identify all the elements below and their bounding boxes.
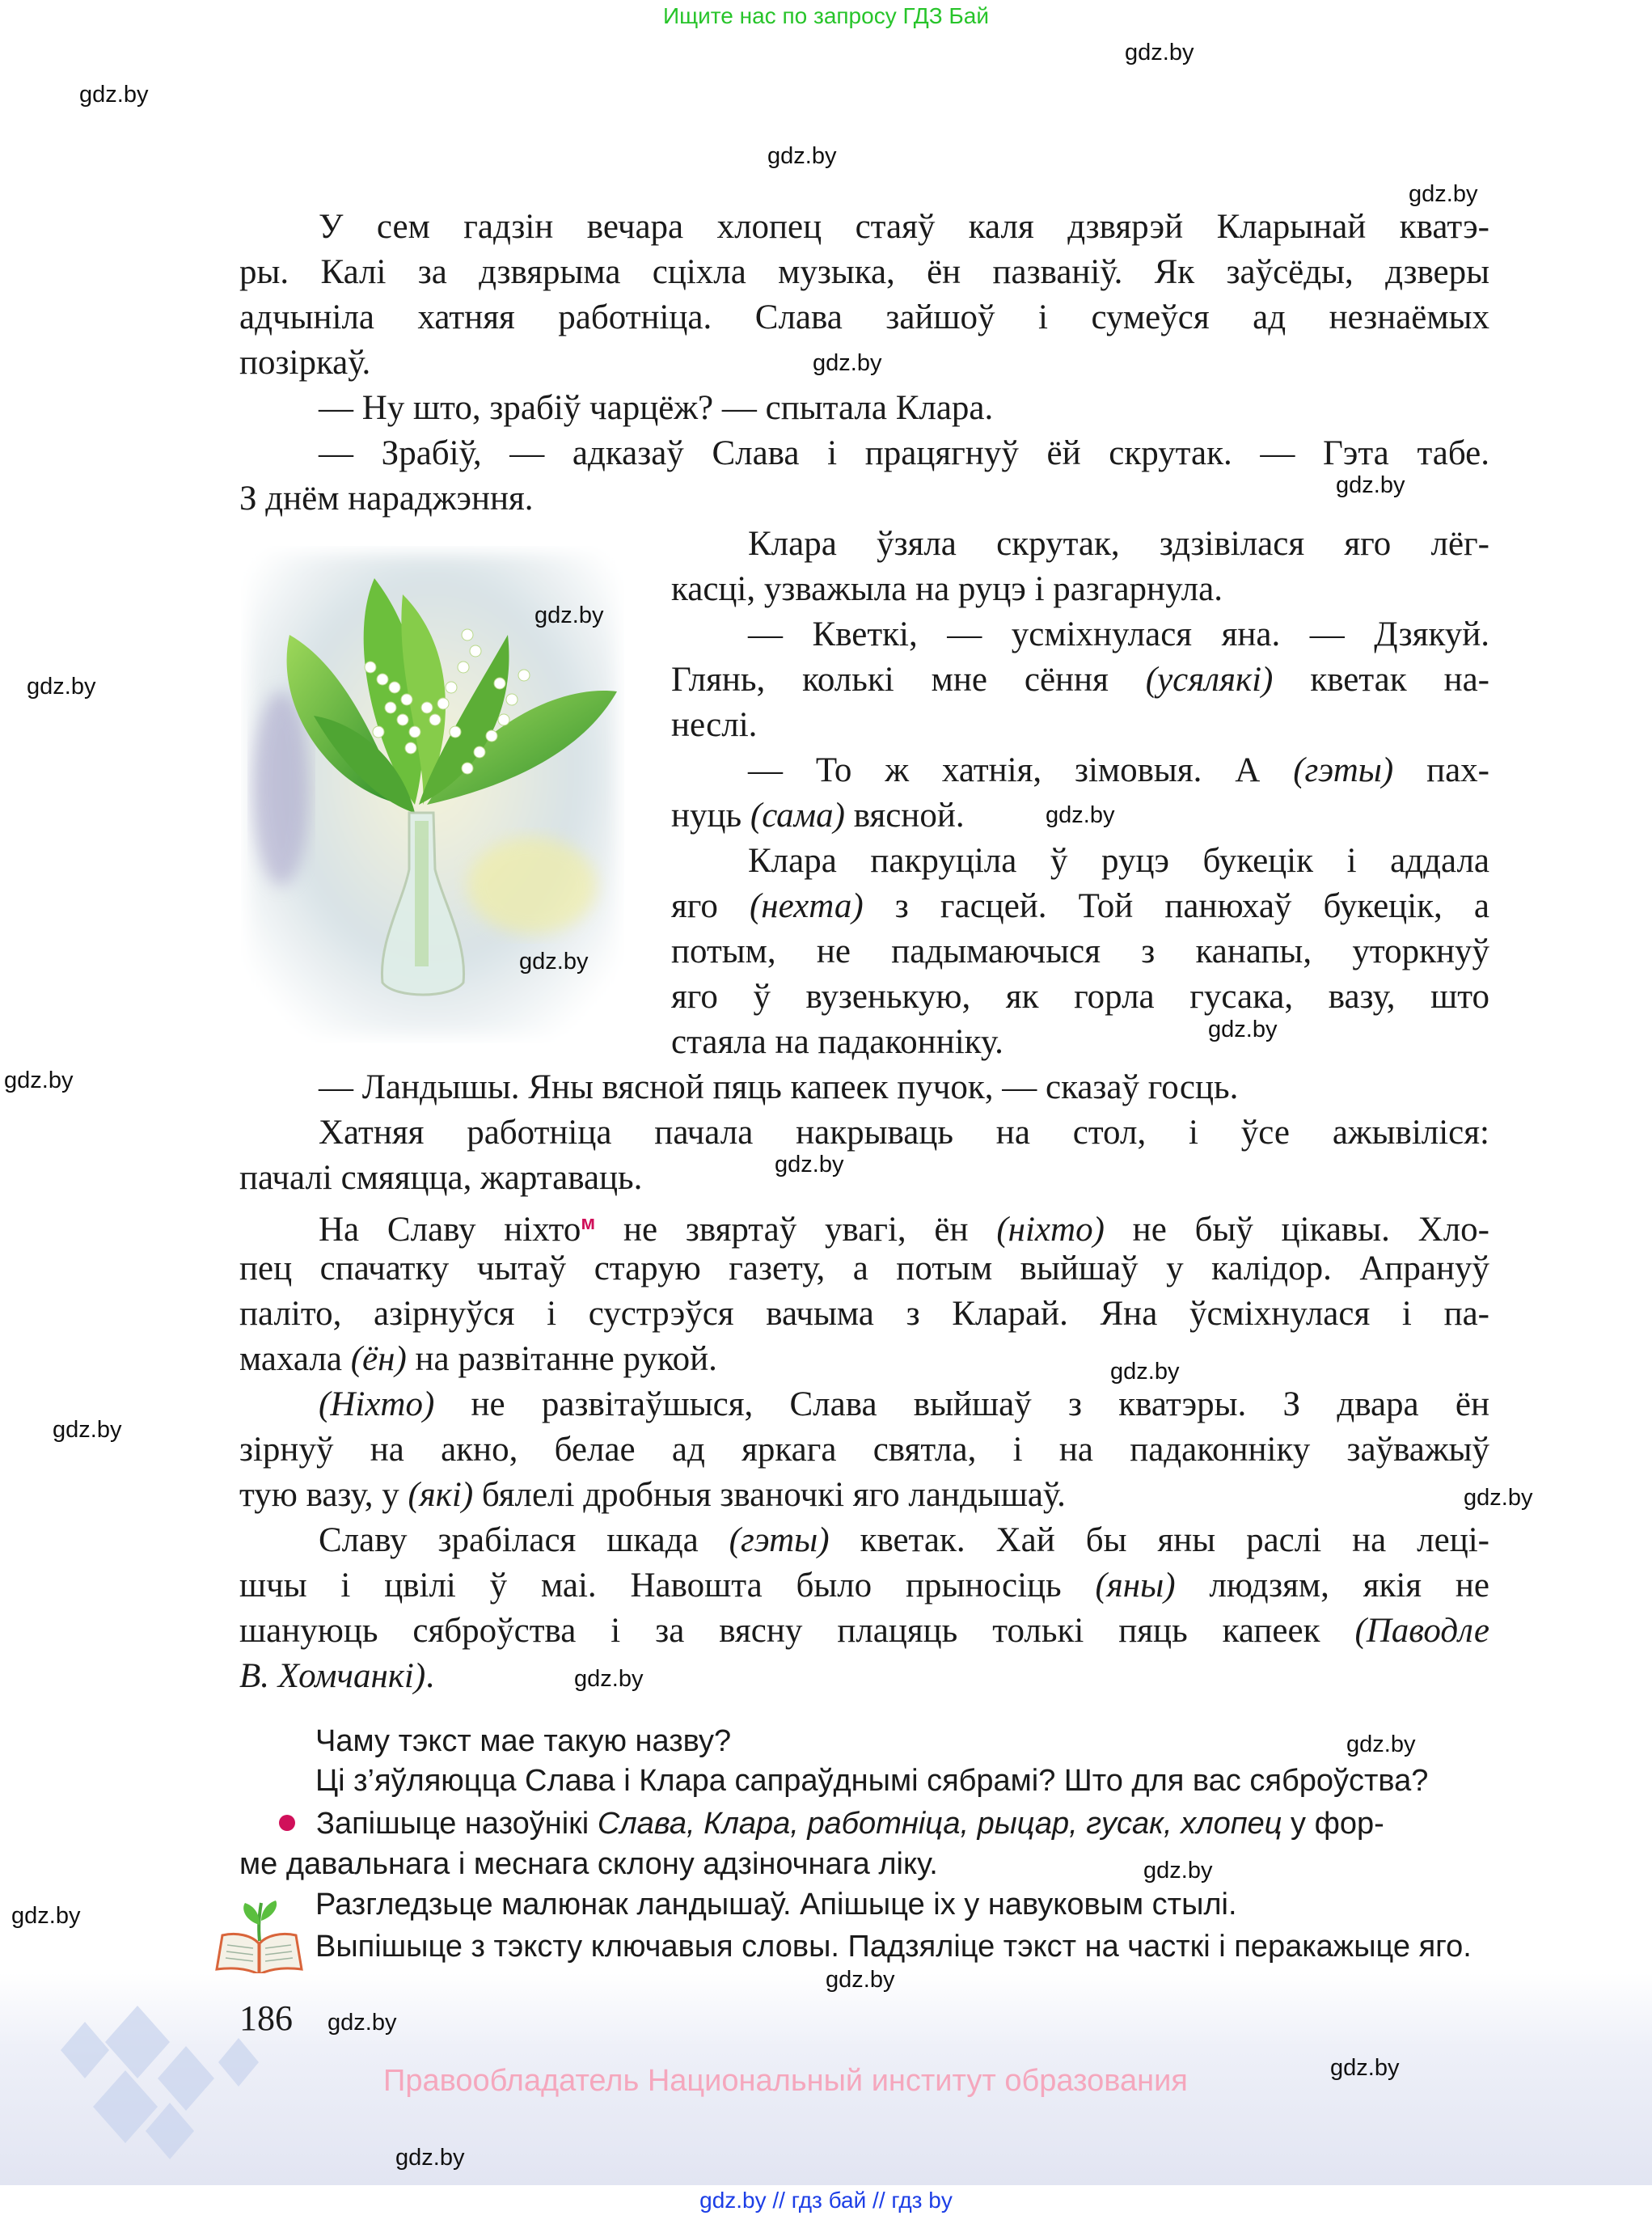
text-segment: вясной. xyxy=(844,797,965,835)
text-line xyxy=(239,1156,1489,1201)
text-segment: пах- xyxy=(1393,751,1489,789)
text-segment: ры. Калі за дзвярыма сціхла музыка, ён пазваніў. Як заўсёды, дзверы xyxy=(239,253,1489,291)
text-segment: бялелі дробныя званочкі яго ландышаў. xyxy=(473,1476,1066,1514)
watermark: gdz.by xyxy=(27,674,96,700)
text-line xyxy=(239,1337,1489,1382)
text-segment: касці, узважыла на руцэ і разгарнула. xyxy=(671,570,1223,608)
question-5: Выпішыце з тэксту ключавыя словы. Падзяліце тэкст на часткі і перакажыце яго. xyxy=(315,1930,1472,1964)
text-segment: — Кветкі, — усміхнулася яна. — Дзякуй. xyxy=(748,615,1489,653)
morphology-marker: м xyxy=(581,1212,596,1234)
question-2: Ці з’яўляюцца Слава і Клара сапраўднымі сябрамі? Што для вас сяброўства? xyxy=(315,1764,1429,1798)
story-text-beside-image xyxy=(671,522,1489,1065)
story-text-bottom xyxy=(239,1065,1489,1699)
watermark: gdz.by xyxy=(1046,802,1115,828)
text-segment: не звяртаў увагі, ён xyxy=(595,1211,997,1249)
watermark: gdz.by xyxy=(11,1903,81,1929)
text-line xyxy=(239,205,1489,250)
question-3 xyxy=(315,1803,1489,1845)
italic-hint: (яны) xyxy=(1095,1567,1176,1605)
text-segment: неслі. xyxy=(671,706,758,744)
text-line xyxy=(239,1292,1489,1337)
text-segment: зірнуў на акно, белае ад яркага святла, і на падаконніку заўважыў xyxy=(239,1431,1489,1469)
text-line xyxy=(239,1427,1489,1473)
text-line xyxy=(671,748,1489,793)
text-segment: потым, не падымаючыся з канапы, уторкнуў xyxy=(671,932,1489,970)
text-segment: паліто, азірнуўся і сустрэўся вачыма з Кларай. Яна ўсміхнулася і па- xyxy=(239,1295,1489,1333)
text-line xyxy=(239,1563,1489,1609)
text-segment: не быў цікавы. Хло- xyxy=(1104,1211,1489,1249)
text-segment: стаяла на падаконніку. xyxy=(671,1023,1003,1061)
watermark: gdz.by xyxy=(775,1152,844,1178)
text-line xyxy=(671,884,1489,929)
search-banner: Ищите нас по запросу ГДЗ Бай xyxy=(662,3,990,28)
italic-hint: (які) xyxy=(408,1476,474,1514)
watermark: gdz.by xyxy=(1464,1485,1533,1511)
text-line xyxy=(239,476,1489,522)
watermark: gdz.by xyxy=(79,82,149,108)
text-line xyxy=(239,386,1489,431)
question-1: Чаму тэкст мае такую назву? xyxy=(315,1724,732,1758)
watermark: gdz.by xyxy=(826,1967,895,1993)
watermark: gdz.by xyxy=(1208,1017,1278,1042)
text-segment: Клара ўзяла скрутак, здзівілася яго лёг- xyxy=(748,525,1489,563)
text-line xyxy=(239,1382,1489,1427)
question-3-nouns: Слава, Клара, работніца, рыцар, гусак, хлопец xyxy=(597,1807,1282,1841)
text-line xyxy=(671,567,1489,612)
text-line xyxy=(671,1020,1489,1065)
italic-hint: (нехта) xyxy=(749,887,864,925)
watermark: gdz.by xyxy=(1346,1731,1416,1757)
text-segment: кветак на- xyxy=(1273,661,1489,699)
text-line xyxy=(239,431,1489,476)
italic-hint: (гэты) xyxy=(729,1521,830,1559)
text-segment: На Славу ніхто xyxy=(319,1211,581,1249)
watermark: gdz.by xyxy=(534,603,604,628)
italic-hint: (Паводле xyxy=(1354,1612,1489,1650)
italic-hint: (усялякі) xyxy=(1145,661,1274,699)
text-line xyxy=(239,295,1489,340)
italic-hint: (ніхто) xyxy=(996,1211,1105,1249)
text-segment: не развітаўшыся, Слава выйшаў з кватэры. З двара ён xyxy=(434,1385,1489,1423)
text-line xyxy=(671,975,1489,1020)
text-segment: З днём нараджэння. xyxy=(239,480,534,518)
text-segment: Глянь, колькі мне сёння xyxy=(671,661,1146,699)
watermark: gdz.by xyxy=(1110,1359,1180,1385)
text-segment: пачалі смяяцца, жартаваць. xyxy=(239,1159,643,1197)
text-line xyxy=(239,1609,1489,1654)
text-segment: . xyxy=(425,1657,434,1695)
text-line xyxy=(671,612,1489,657)
text-segment: — Ну што, зрабіў чарцёж? — спытала Клара. xyxy=(319,389,994,427)
text-segment: кветак. Хай бы яны раслі на лецi- xyxy=(829,1521,1489,1559)
italic-hint: (Ніхто) xyxy=(319,1385,435,1423)
text-segment: Клара пакруціла ў руцэ букецік і аддала xyxy=(748,842,1489,880)
text-line xyxy=(239,250,1489,295)
text-segment: — То ж хатнія, зімовыя. А xyxy=(748,751,1294,789)
text-segment: Хатняя работніца пачала накрываць на стол, і ўсе ажывіліся: xyxy=(319,1114,1489,1152)
text-line xyxy=(671,703,1489,748)
watermark: gdz.by xyxy=(1143,1858,1213,1884)
watermark: gdz.by xyxy=(813,350,882,376)
text-segment: на развітанне рукой. xyxy=(406,1340,717,1378)
text-line xyxy=(239,1654,1489,1699)
text-line xyxy=(239,1065,1489,1110)
text-segment: нуць xyxy=(671,797,750,835)
text-line xyxy=(671,657,1489,703)
question-3-continued: ме давальнага і меснага склону адзіночнага ліку. xyxy=(239,1847,938,1881)
italic-hint: (ён) xyxy=(350,1340,407,1378)
text-line xyxy=(239,1201,1489,1249)
bullet-icon xyxy=(279,1815,295,1831)
watermark: gdz.by xyxy=(519,949,589,975)
watermark: gdz.by xyxy=(1125,40,1194,66)
question-4: Разгледзьце малюнак ландышаў. Апішыце іх у навуковым стылі. xyxy=(315,1888,1237,1922)
text-segment: позіркаў. xyxy=(239,344,371,382)
watermark: gdz.by xyxy=(1409,181,1478,207)
watermark: gdz.by xyxy=(327,2010,397,2036)
text-segment: тую вазу, у xyxy=(239,1476,408,1514)
text-line xyxy=(239,1473,1489,1518)
open-book-with-sprout-icon xyxy=(213,1896,306,1977)
text-segment: шчы і цвілі ў маі. Навошта было прыносіць xyxy=(239,1567,1096,1605)
text-segment: махала xyxy=(239,1340,351,1378)
footer-links[interactable]: gdz.by // гдз бай // гдз by xyxy=(699,2188,953,2213)
text-segment: адчыніла хатняя работніца. Слава зайшоў і сумеўся ад незнаёмых xyxy=(239,298,1489,336)
question-3-text: Запішыце назоўнікі xyxy=(316,1807,598,1841)
watermark: gdz.by xyxy=(1330,2055,1400,2081)
text-segment: У сем гадзін вечара хлопец стаяў каля дзвярэй Кларынай кватэ- xyxy=(319,208,1489,246)
text-segment: Славу зрабілася шкада xyxy=(319,1521,729,1559)
text-segment: — Зрабіў, — адказаў Слава і працягнуў ёй скрутак. — Гэта табе. xyxy=(319,434,1489,472)
text-segment: пец спачатку чытаў старую газету, а потым выйшаў у калідор. Апрануў xyxy=(239,1249,1489,1287)
text-line xyxy=(239,1110,1489,1156)
page-number: 186 xyxy=(239,1998,293,2038)
watermark: gdz.by xyxy=(395,2145,465,2171)
watermark: gdz.by xyxy=(53,1417,122,1443)
watermark: gdz.by xyxy=(4,1068,74,1093)
text-segment: — Ландышы. Яны вясной пяць капеек пучок, — сказаў госць. xyxy=(319,1068,1239,1106)
diamond-decoration xyxy=(49,1989,340,2167)
italic-hint: В. Хомчанкі) xyxy=(239,1657,426,1695)
watermark: gdz.by xyxy=(1336,472,1405,498)
watermark: gdz.by xyxy=(767,143,837,169)
text-line xyxy=(239,1518,1489,1563)
question-3-text-end: у фор- xyxy=(1282,1807,1384,1841)
text-segment: шануюць сяброўства і за вясну плацяць толькі пяць капеек xyxy=(239,1612,1355,1650)
text-line xyxy=(239,1246,1489,1292)
text-line xyxy=(671,839,1489,884)
text-line xyxy=(671,929,1489,975)
text-segment: з гасцей. Той панюхаў букецік, а xyxy=(863,887,1489,925)
italic-hint: (гэты) xyxy=(1293,751,1394,789)
copyright-notice: Правообладатель Национальный институт образования xyxy=(383,2064,1188,2098)
text-segment: яго ў вузенькую, як горла гусака, вазу, што xyxy=(671,978,1489,1016)
italic-hint: (сама) xyxy=(750,797,845,835)
watermark: gdz.by xyxy=(574,1666,644,1692)
text-segment: яго xyxy=(671,887,750,925)
text-segment: людзям, якія не xyxy=(1175,1567,1489,1605)
text-line xyxy=(671,522,1489,567)
